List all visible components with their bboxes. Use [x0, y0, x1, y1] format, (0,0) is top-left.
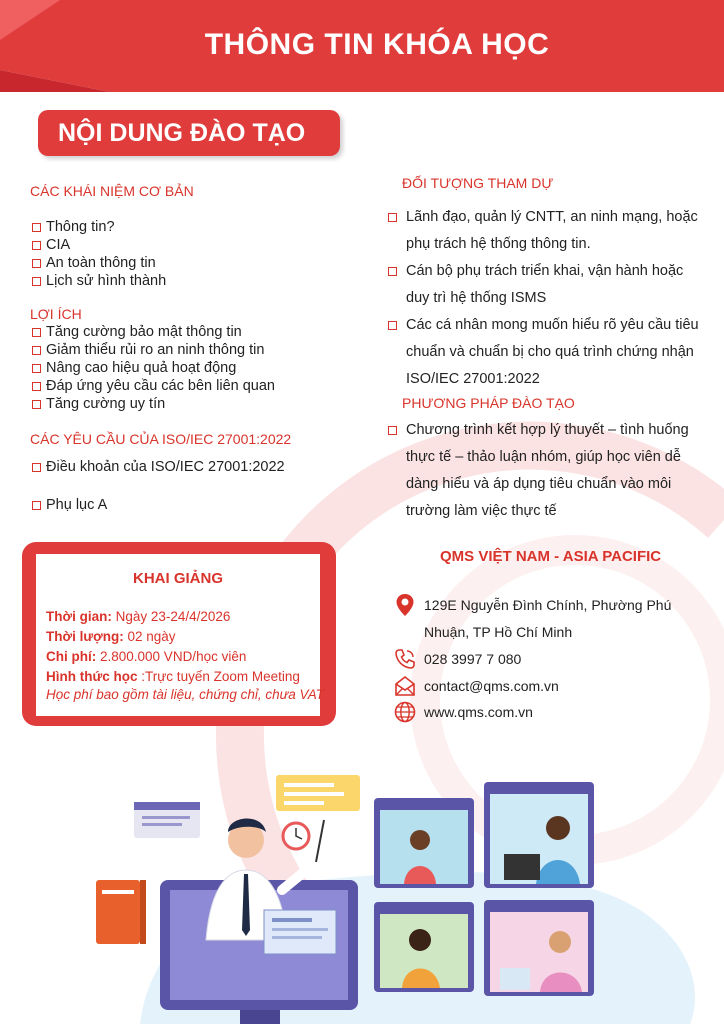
- list-item: Thông tin?: [32, 218, 166, 236]
- header-banner: [0, 0, 724, 95]
- company-name: QMS VIỆT NAM - ASIA PACIFIC: [440, 548, 662, 565]
- address-row: [392, 592, 671, 646]
- list-item: An toàn thông tin: [32, 254, 166, 272]
- list-item: Tăng cường bảo mật thông tin: [32, 323, 275, 341]
- email-link[interactable]: contact@qms.com.vn: [424, 678, 559, 694]
- website-row: [392, 699, 533, 726]
- phone-row: [392, 646, 521, 673]
- opening-format: Hình thức học :Trực tuyến Zoom Meeting: [46, 669, 300, 684]
- basics-list: [32, 218, 166, 290]
- requirements-list-2: [32, 496, 107, 514]
- requirements-list: [32, 458, 285, 476]
- method-heading: PHƯƠNG PHÁP ĐÀO TẠO: [402, 395, 575, 411]
- method-list: [388, 417, 708, 525]
- website-link[interactable]: www.qms.com.vn: [424, 704, 533, 720]
- list-item: Lịch sử hình thành: [32, 272, 166, 290]
- audience-list: [388, 204, 708, 393]
- benefits-list: [32, 323, 275, 413]
- list-item: Tăng cường uy tín: [32, 395, 275, 413]
- list-item: Chương trình kết hợp lý thuyết – tình huống thực tế – thảo luận nhóm, giúp học viên dễ dàng hiểu và áp dụng tiêu chuẩn vào môi trường làm việc thực tế: [388, 417, 708, 525]
- globe-icon: [392, 699, 418, 725]
- list-item: Đáp ứng yêu cầu các bên liên quan: [32, 377, 275, 395]
- phone-number[interactable]: 028 3997 7 080: [424, 651, 522, 667]
- requirements-heading: CÁC YÊU CẦU CỦA ISO/IEC 27001:2022: [30, 431, 292, 447]
- list-item: Lãnh đạo, quản lý CNTT, an ninh mạng, hoặc phụ trách hệ thống thông tin.: [388, 204, 708, 258]
- online-meeting-illustration: [0, 740, 724, 1024]
- page-title: THÔNG TIN KHÓA HỌC: [204, 28, 550, 61]
- list-item: Các cá nhân mong muốn hiểu rõ yêu cầu tiêu chuẩn và chuẩn bị cho quá trình chứng nhận ISO/IEC 27001:2022: [388, 312, 708, 393]
- basics-heading: CÁC KHÁI NIỆM CƠ BẢN: [30, 183, 194, 199]
- email-row: [392, 673, 559, 700]
- opening-duration: Thời lượng: 02 ngày: [46, 629, 176, 644]
- list-item: Cán bộ phụ trách triển khai, vận hành hoặc duy trì hệ thống ISMS: [388, 258, 708, 312]
- address-line-2: Nhuận, TP Hồ Chí Minh: [424, 624, 573, 640]
- list-item: Phụ lục A: [32, 496, 107, 514]
- list-item: CIA: [32, 236, 166, 254]
- benefits-heading: LỢI ÍCH: [30, 306, 82, 322]
- opening-time: Thời gian: Ngày 23-24/4/2026: [46, 609, 231, 624]
- opening-note: Học phí bao gồm tài liệu, chứng chỉ, chưa VAT: [46, 687, 325, 702]
- list-item: Nâng cao hiệu quả hoạt động: [32, 359, 275, 377]
- section-title: NỘI DUNG ĐÀO TẠO: [38, 110, 340, 156]
- location-pin-icon: [392, 592, 418, 618]
- list-item: Điều khoản của ISO/IEC 27001:2022: [32, 458, 285, 476]
- address-line-1: 129E Nguyễn Đình Chính, Phường Phú: [424, 597, 672, 613]
- phone-icon: [392, 646, 418, 672]
- opening-title: KHAI GIẢNG: [133, 570, 223, 587]
- opening-cost: Chi phí: 2.800.000 VND/học viên: [46, 649, 247, 664]
- audience-heading: ĐỐI TƯỢNG THAM DỰ: [402, 175, 554, 191]
- email-icon: [392, 673, 418, 699]
- list-item: Giảm thiểu rủi ro an ninh thông tin: [32, 341, 275, 359]
